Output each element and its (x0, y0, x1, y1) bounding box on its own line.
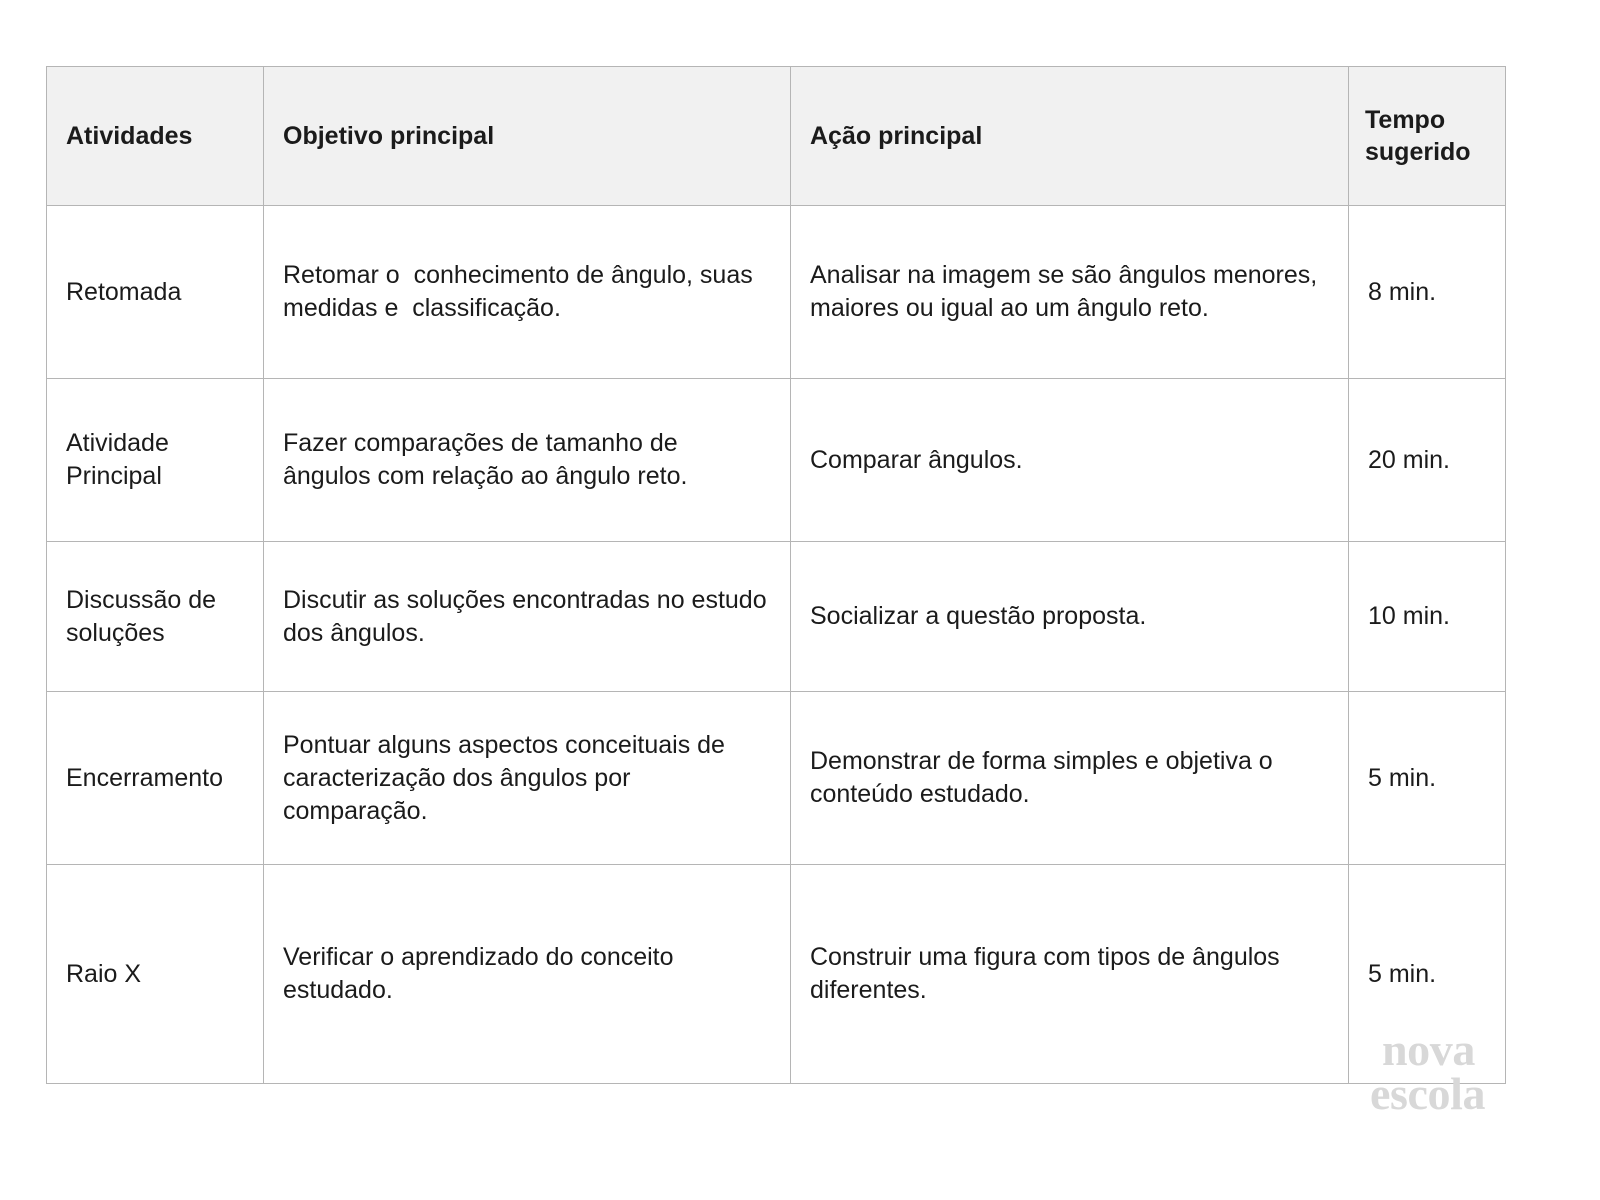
cell-objetivo: Verificar o aprendizado do conceito estudado. (264, 865, 791, 1084)
cell-acao: Socializar a questão proposta. (791, 542, 1349, 692)
logo-line-escola: escola (1370, 1067, 1486, 1119)
column-header-objetivo-principal: Objetivo principal (264, 67, 791, 206)
table-body (47, 206, 1506, 1084)
cell-atividade: Retomada (47, 206, 264, 379)
cell-acao: Analisar na imagem se são ângulos menores, maiores ou igual ao um ângulo reto. (791, 206, 1349, 379)
table-row (47, 865, 1506, 1084)
table-header (47, 67, 1506, 206)
cell-atividade: Encerramento (47, 692, 264, 865)
cell-acao: Construir uma figura com tipos de ângulos diferentes. (791, 865, 1349, 1084)
cell-tempo: 20 min. (1349, 379, 1506, 542)
cell-acao: Comparar ângulos. (791, 379, 1349, 542)
cell-objetivo: Retomar o conhecimento de ângulo, suas medidas e classificação. (264, 206, 791, 379)
table-row (47, 206, 1506, 379)
cell-objetivo: Discutir as soluções encontradas no estudo dos ângulos. (264, 542, 791, 692)
cell-tempo: 10 min. (1349, 542, 1506, 692)
table-row (47, 379, 1506, 542)
table-header-row (47, 67, 1506, 206)
cell-tempo: 8 min. (1349, 206, 1506, 379)
cell-objetivo: Fazer comparações de tamanho de ângulos com relação ao ângulo reto. (264, 379, 791, 542)
activity-plan-table (46, 66, 1506, 1084)
logo-line-nova: nova (1382, 1024, 1475, 1075)
cell-acao: Demonstrar de forma simples e objetiva o conteúdo estudado. (791, 692, 1349, 865)
cell-atividade: Atividade Principal (47, 379, 264, 542)
cell-objetivo: Pontuar alguns aspectos conceituais de caracterização dos ângulos por comparação. (264, 692, 791, 865)
nova-escola-logo (1370, 1024, 1510, 1119)
table-row (47, 542, 1506, 692)
cell-tempo: 5 min. (1349, 692, 1506, 865)
column-header-atividades: Atividades (47, 67, 264, 206)
cell-atividade: Discussão de soluções (47, 542, 264, 692)
column-header-tempo-sugerido: Tempo sugerido (1349, 67, 1506, 206)
cell-tempo: 5 min. (1349, 865, 1506, 1084)
table-row (47, 692, 1506, 865)
column-header-acao-principal: Ação principal (791, 67, 1349, 206)
cell-atividade: Raio X (47, 865, 264, 1084)
